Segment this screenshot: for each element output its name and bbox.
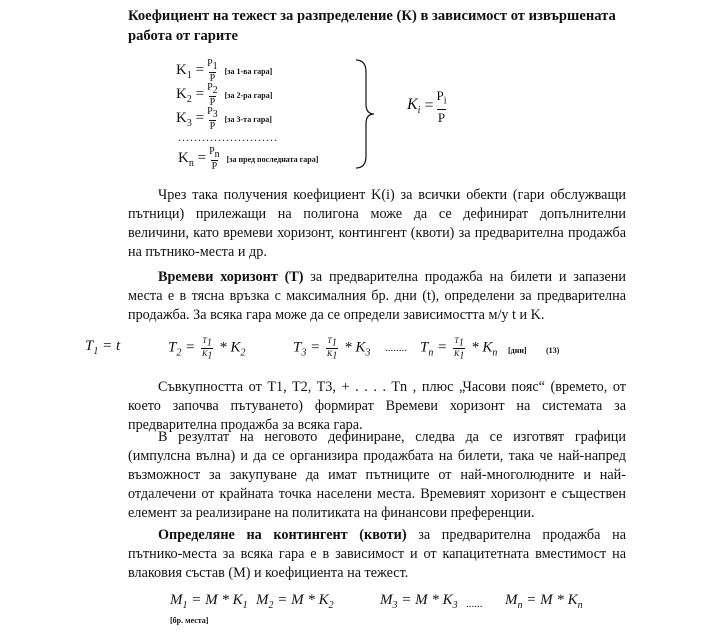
formula-k2: $K_2$ = $\frac{P_2}{P}$ [за 2-ра гара]: [176, 82, 273, 108]
note-k1: [за 1-ва гара]: [224, 66, 273, 76]
section-heading: Коефициент на тежест за разпределение (К) в зависимост от извършената работа от гарите: [128, 8, 616, 44]
paragraph-contingent: [128, 526, 626, 583]
formula-k1: $K_1$ = $\frac{P_1}{P}$ [за 1-ва гара]: [176, 58, 273, 84]
dots-separator: .........................: [178, 130, 278, 144]
note-k2: [за 2-ра гара]: [224, 90, 273, 100]
unit-days: [дни]: [508, 346, 527, 355]
equation-t2: $T_2$ = $\frac{T_1}{K_1}$ * $K_2$: [168, 336, 246, 362]
note-kn: [за пред последната гара]: [226, 154, 319, 164]
right-brace-icon: [352, 58, 378, 170]
equation-mn: $M_n = M * K_n$: [505, 592, 583, 611]
time-horizon-term: Времеви хоризонт (Т): [158, 269, 304, 285]
note-k3: [за 3-та гара]: [224, 114, 272, 124]
paragraph-time-horizon: [128, 268, 626, 325]
equation-number: (13): [546, 346, 560, 355]
contingent-text: за предварителна продажба на пътнико-места за всяка гара е в зависимост и от капацитетната вместимост на влаковия състав (М) и коефициента на тежест.: [128, 527, 626, 581]
paragraph-schedules: В резултат на неговото дефиниране, следва да се изготвят графици (импулсна вълна) и да се организира продажбата на билети, така че най-напред възможност за закупуване да имат пътниците от най-многолюдните и най-отдалечени от крайната точка населени места. Времевият хоризонт е съществен елемент за реализиране на политиката на финансови преференции.: [128, 429, 626, 521]
equation-m1: $M_1 = M * K_1$: [170, 592, 248, 611]
formula-ki: $K_i$ = $\frac{P_i}{P}$: [407, 88, 447, 125]
contingent-term: Определяне на контингент (квоти): [158, 527, 407, 543]
equation-t3: $T_3$ = $\frac{T_1}{K_1}$ * $K_3$: [293, 336, 371, 362]
formula-k3: $K_3$ = $\frac{P_3}{P}$ [за 3-та гара]: [176, 106, 272, 132]
paragraph-coefficient: Чрез така получения коефициент K(i) за всички обекти (гари обслужващи пътници) прилежащи на полигона може да се дефинират допълнителни величини, като времеви хоризонт, контингент (квоти) за предварителна продажба на пътнико-места и др.: [128, 187, 626, 260]
equation-tn: $T_n$ = $\frac{T_1}{K_1}$ * $K_n$: [420, 336, 498, 362]
m-equation-dots: ......: [466, 598, 483, 610]
equation-t1: $T_1 = t$: [85, 338, 121, 357]
time-horizon-text: за предварителна продажба на билети и запазени места е в тясна връзка с максималния бр. дни (t), определени за предварителна продажба. За всяка гара може да се определи зависимостта м/у t и K.: [128, 269, 626, 323]
unit-seats: [бр. места]: [170, 616, 209, 625]
paragraph-aggregate: Съвкупността от T1, T2, T3, + . . . . Tn , плюс „Часови пояс“ (времето, от което започва пътуването) формират Времеви хоризонт на системата за предварителна продажба за всяка гара.: [128, 379, 626, 433]
equation-m3: $M_3 = M * K_3$: [380, 592, 458, 611]
equation-m2: $M_2 = M * K_2$: [256, 592, 334, 611]
formula-kn: $K_n$ = $\frac{P_n}{P}$ [за пред последната гара]: [178, 146, 319, 172]
equation-dots: ........: [385, 342, 407, 354]
